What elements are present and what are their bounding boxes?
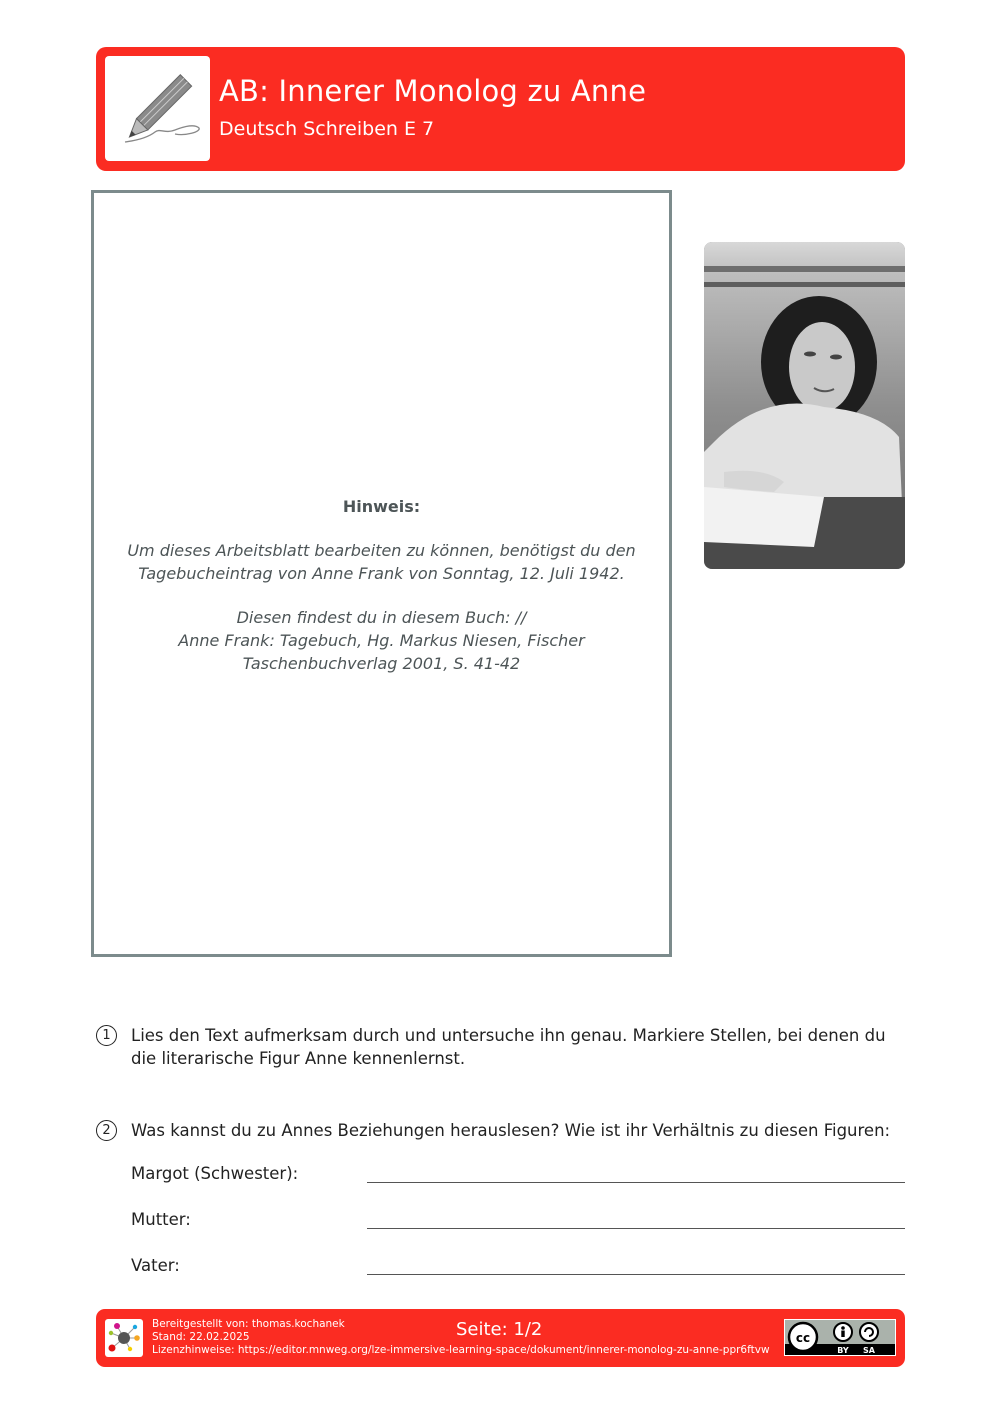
network-logo-icon [105, 1319, 143, 1357]
date-stand: Stand: 22.02.2025 [152, 1331, 250, 1343]
provided-by: Bereitgestellt von: thomas.kochanek [152, 1318, 345, 1330]
task-text [131, 1119, 906, 1142]
worksheet-title: AB: Innerer Monolog zu Anne [219, 74, 647, 108]
hint-line: Anne Frank: Tagebuch, Hg. Markus Niesen, Fischer [178, 631, 585, 650]
answer-label: Mutter: [131, 1210, 191, 1229]
hint-line: Um dieses Arbeitsblatt bearbeiten zu können, benötigst du den [127, 541, 636, 560]
hint-paragraph-2 [94, 606, 669, 675]
answer-label: Margot (Schwester): [131, 1164, 299, 1183]
worksheet-header [96, 47, 905, 171]
page-indicator: Seite: 1/2 [456, 1319, 543, 1340]
hint-line: Tagebucheintrag von Anne Frank von Sonntag, 12. Juli 1942. [138, 564, 625, 583]
license-link[interactable]: Lizenzhinweise: https://editor.mnweg.org/lze-immersive-learning-space/dokument/innerer-monolog-zu-anne-ppr6ftvw [152, 1344, 770, 1356]
answer-row-vater [131, 1256, 905, 1280]
cc-text: cc [795, 1331, 811, 1345]
task-line: die literarische Figur Anne kennenlernst. [131, 1049, 466, 1068]
cc-by-sa-license-icon[interactable] [784, 1319, 896, 1356]
anne-frank-photo [704, 242, 905, 569]
hint-title: Hinweis: [342, 497, 421, 516]
hint-content [94, 495, 669, 696]
answer-row-margot [131, 1164, 905, 1188]
task-line: Lies den Text aufmerksam durch und untersuche ihn genau. Markiere Stellen, bei denen du [131, 1026, 886, 1045]
hint-line: Diesen findest du in diesem Buch: // [236, 608, 527, 627]
task-2 [96, 1119, 906, 1144]
task-number-circle: 1 [96, 1025, 117, 1046]
answer-row-mutter [131, 1210, 905, 1234]
answer-write-line[interactable] [367, 1228, 905, 1229]
worksheet-footer [96, 1309, 905, 1367]
hint-line: Taschenbuchverlag 2001, S. 41-42 [242, 654, 521, 673]
cc-sa-text: SA [863, 1346, 875, 1355]
answer-write-line[interactable] [367, 1182, 905, 1183]
pencil-icon [105, 56, 210, 161]
hint-paragraph-1 [94, 539, 669, 585]
hint-box [91, 190, 672, 957]
task-text [131, 1024, 906, 1070]
worksheet-subtitle: Deutsch Schreiben E 7 [219, 118, 435, 140]
cc-by-text: BY [837, 1346, 849, 1355]
task-line: Was kannst du zu Annes Beziehungen herauslesen? Wie ist ihr Verhältnis zu diesen Figuren: [131, 1121, 891, 1140]
answer-write-line[interactable] [367, 1274, 905, 1275]
task-1 [96, 1024, 906, 1074]
task-number-circle: 2 [96, 1120, 117, 1141]
answer-label: Vater: [131, 1256, 180, 1275]
